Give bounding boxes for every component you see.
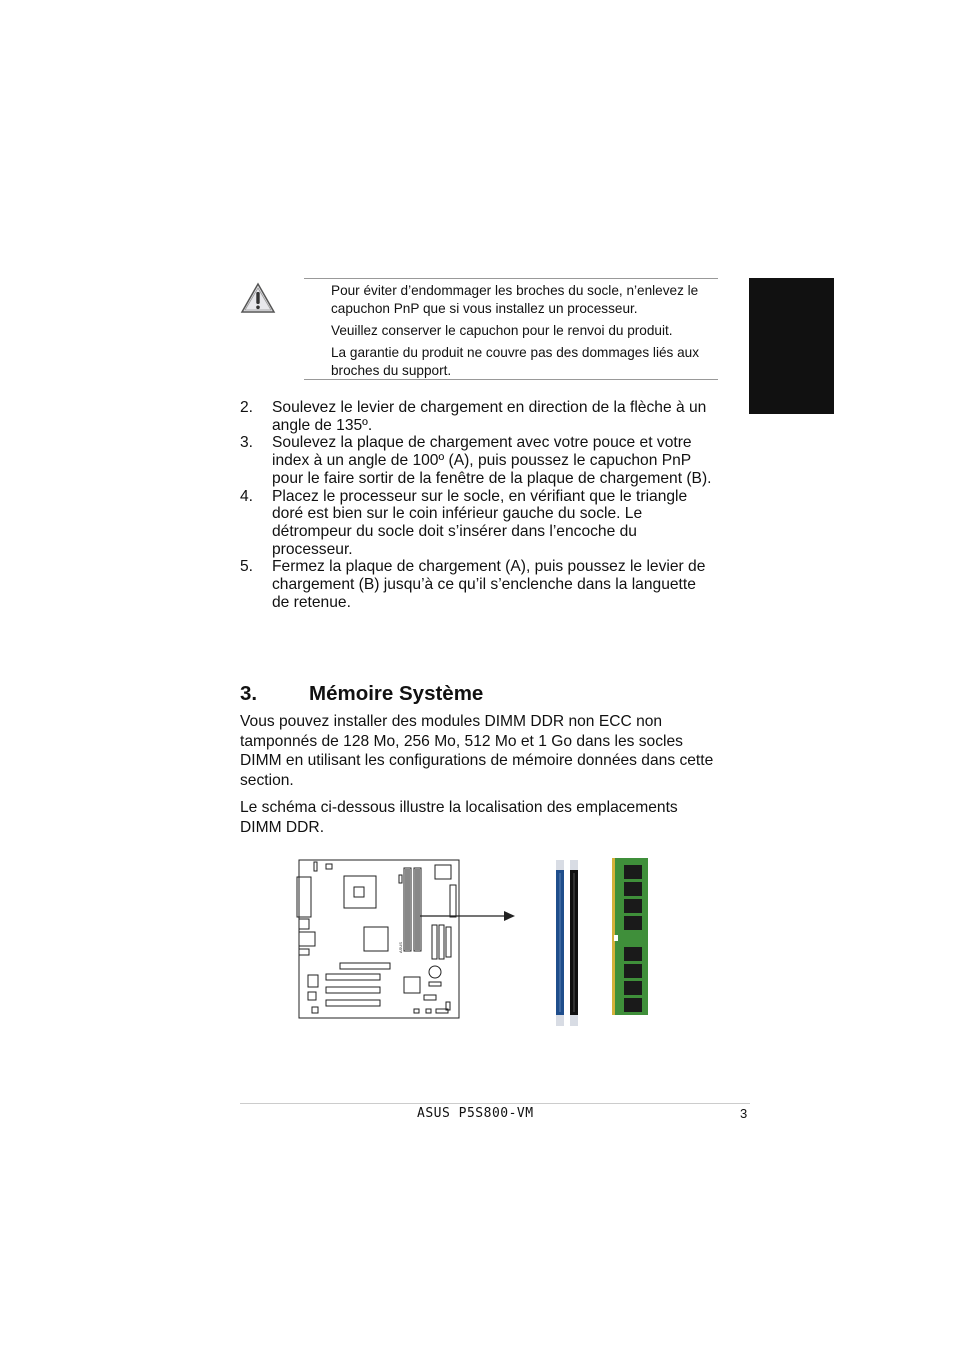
pointer-arrow <box>420 908 520 924</box>
footer-rule <box>240 1103 750 1104</box>
footer-title: ASUS P5S800-VM <box>417 1106 534 1121</box>
step-text: Soulevez le levier de chargement en direction de la flèche à un angle de 135º. <box>272 399 707 434</box>
step-text: Placez le processeur sur le socle, en vérifiant que le triangle doré est bien sur le coin inférieur gauche du socle. Le détrompeur du socle doit s’insérer dans l’encoche du processeur. <box>272 487 688 558</box>
section-paragraph: Vous pouvez installer des modules DIMM DDR non ECC non tamponnés de 128 Mo, 256 Mo, 512 Mo et 1 Go dans les socles DIMM en utilisant les configurations de mémoire données dans cette section. <box>240 713 714 789</box>
board-logo: ASUS <box>398 942 403 953</box>
installation-steps <box>240 399 716 611</box>
step-item <box>240 558 716 611</box>
dimm-module <box>612 858 648 1015</box>
caution-line: Veuillez conserver le capuchon pour le renvoi du produit. <box>331 323 673 338</box>
caution-line: Pour éviter d’endommager les broches du socle, n’enlevez le capuchon PnP que si vous installez un processeur. <box>331 283 699 316</box>
step-number: 2. <box>240 399 254 416</box>
step-number: 3. <box>240 434 254 452</box>
section-title: Mémoire Système <box>309 682 484 705</box>
step-text: Fermez la plaque de chargement (A), puis poussez le levier de chargement (B) jusqu’à ce qu’il s’enclenche dans la languette de retenue. <box>272 558 706 611</box>
language-tab <box>749 278 834 414</box>
step-number: 4. <box>240 487 254 505</box>
step-text: Soulevez la plaque de chargement avec votre pouce et votre index à un angle de 100º (A), puis poussez le capuchon PnP pour le faire sortir de la fenêtre de la plaque de chargement (B). <box>272 434 712 487</box>
section-heading <box>240 682 483 706</box>
caution-note <box>304 278 718 380</box>
motherboard-diagram <box>296 857 462 1021</box>
page-number: 3 <box>740 1106 748 1121</box>
step-item <box>240 399 716 434</box>
step-item <box>240 488 716 559</box>
dimm-socket-illustration <box>552 855 652 1027</box>
caution-line: La garantie du produit ne couvre pas des dommages liés aux broches du support. <box>331 345 700 378</box>
section-paragraph: Le schéma ci-dessous illustre la localisation des emplacements DIMM DDR. <box>240 799 678 836</box>
section-number: 3. <box>240 682 258 705</box>
warning-triangle-icon <box>240 282 276 314</box>
step-number: 5. <box>240 558 254 576</box>
step-item <box>240 434 716 487</box>
